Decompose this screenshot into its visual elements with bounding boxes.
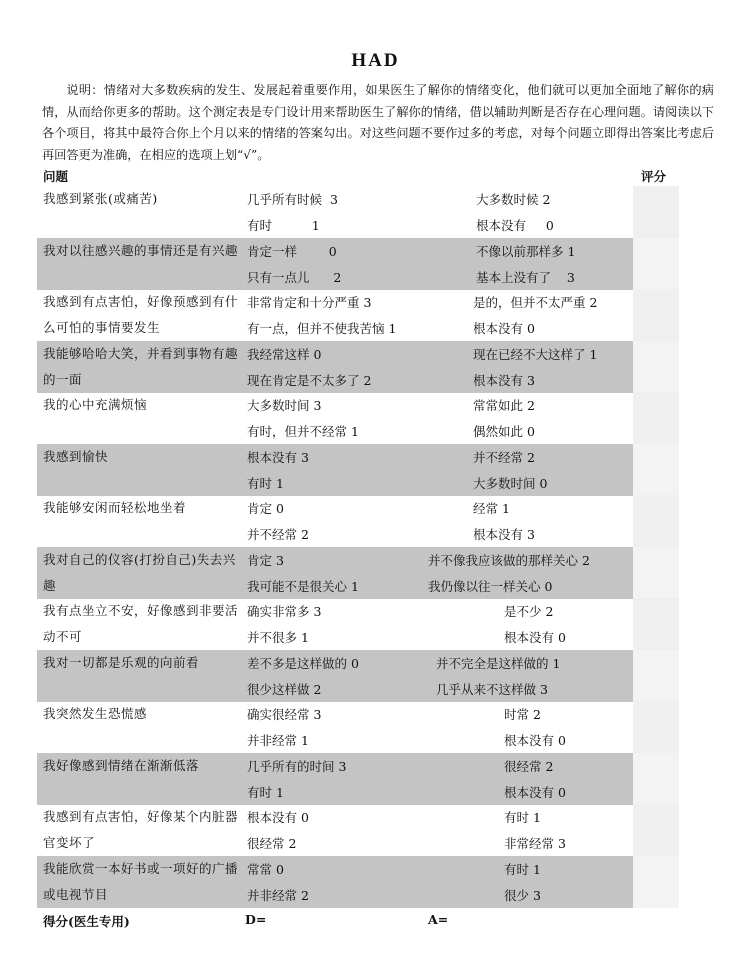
answer-option[interactable]: 有时 1 — [247, 218, 320, 233]
answer-option[interactable]: 是不少 2 — [504, 604, 554, 619]
answer-option[interactable]: 只有一点儿 2 — [247, 269, 342, 285]
answer-option[interactable]: 根本没有 3 — [473, 527, 535, 542]
question-row — [37, 392, 633, 444]
answer-option[interactable]: 现在肯定是不太多了 2 — [247, 372, 372, 388]
question-row — [37, 856, 633, 908]
answer-option[interactable]: 很少 3 — [504, 887, 541, 903]
answer-option[interactable]: 根本没有 0 — [473, 321, 535, 336]
instructions-paragraph: 说明：情绪对大多数疾病的发生、发展起着重要作用，如果医生了解你的情绪变化，他们就可以更加全面地了解你的病情，从而给你更多的帮助。这个测定表是专门设计用来帮助医生了解你的情绪，借以辅助判断是否存在心理问题。请阅读以下各个项目，将其中最符合你上个月以来的情绪的答案勾出。对这些问题不要作过多的考虑，对每个问题立即得出答案比考虑后再回答更为准确，在相应的选项上划“√”。 — [42, 83, 714, 162]
score-cell[interactable] — [633, 753, 679, 805]
answer-option[interactable]: 非常经常 3 — [504, 836, 566, 851]
answer-option[interactable]: 经常 1 — [473, 501, 510, 516]
score-cell[interactable] — [633, 804, 679, 856]
answer-option[interactable]: 我仍像以往一样关心 0 — [428, 578, 553, 594]
answer-option[interactable]: 有一点，但并不使我苦恼 1 — [247, 321, 397, 336]
depression-score-field[interactable]: D= — [245, 912, 267, 927]
answer-option[interactable]: 根本没有 0 — [504, 784, 566, 800]
answer-option[interactable]: 根本没有 0 — [504, 733, 566, 748]
question-row — [37, 598, 633, 650]
question-text: 我的心中充满烦恼 — [43, 397, 148, 412]
question-text: 我感到愉快 — [43, 448, 109, 464]
score-cell[interactable] — [633, 650, 679, 702]
question-text: 我对自己的仪容(打扮自己)失去兴趣 — [43, 551, 236, 593]
answer-option[interactable]: 并不很多 1 — [247, 630, 309, 645]
question-row — [37, 753, 633, 805]
question-column-header: 问题 — [43, 169, 69, 184]
score-cell[interactable] — [633, 547, 679, 599]
answer-option[interactable]: 根本没有 0 — [504, 630, 566, 645]
form-title: HAD — [351, 50, 400, 71]
answer-option[interactable]: 很经常 2 — [247, 836, 297, 851]
answer-option[interactable]: 有时 1 — [504, 810, 541, 825]
anxiety-score-field[interactable]: A= — [428, 912, 449, 927]
score-cell[interactable] — [633, 701, 679, 753]
answer-option[interactable]: 并不经常 2 — [473, 449, 535, 465]
answer-option[interactable]: 大多数时候 2 — [476, 192, 551, 207]
answer-option[interactable]: 很少这样做 2 — [247, 681, 322, 697]
answer-option[interactable]: 差不多是这样做的 0 — [247, 655, 359, 671]
question-text: 我对一切都是乐观的向前看 — [43, 654, 200, 670]
answer-option[interactable]: 大多数时间 3 — [247, 398, 322, 413]
score-cell[interactable] — [633, 341, 679, 393]
score-cell[interactable] — [633, 289, 679, 341]
answer-option[interactable]: 基本上没有了 3 — [476, 269, 575, 285]
answer-option[interactable]: 时常 2 — [504, 707, 541, 722]
answer-option[interactable]: 并非经常 2 — [247, 887, 309, 903]
question-row — [37, 238, 633, 290]
answer-option[interactable]: 确实很经常 3 — [247, 707, 322, 722]
question-row — [37, 804, 633, 856]
answer-option[interactable]: 根本没有 3 — [473, 372, 535, 388]
answer-option[interactable]: 并不完全是这样做的 1 — [436, 655, 561, 671]
score-column-header: 评分 — [641, 169, 667, 184]
answer-option[interactable]: 常常 0 — [247, 861, 284, 877]
question-row — [37, 341, 633, 393]
score-cell[interactable] — [633, 238, 679, 290]
answer-option[interactable]: 肯定 3 — [247, 552, 284, 568]
answer-option[interactable]: 确实非常多 3 — [247, 604, 322, 619]
answer-option[interactable]: 我经常这样 0 — [247, 346, 322, 362]
answer-option[interactable]: 不像以前那样多 1 — [476, 243, 576, 259]
question-row — [37, 186, 633, 238]
question-text: 我感到有点害怕，好像预感到有什么可怕的事情要发生 — [43, 294, 239, 335]
score-cell[interactable] — [633, 856, 679, 908]
answer-option[interactable]: 常常如此 2 — [473, 398, 535, 413]
answer-option[interactable]: 有时 1 — [247, 784, 284, 800]
answer-option[interactable]: 肯定 0 — [247, 501, 284, 516]
answer-option[interactable]: 并不经常 2 — [247, 527, 309, 542]
answer-option[interactable]: 很经常 2 — [504, 758, 554, 774]
answer-option[interactable]: 并非经常 1 — [247, 733, 309, 748]
score-cell[interactable] — [633, 186, 679, 238]
score-cell[interactable] — [633, 495, 679, 547]
question-text: 我对以往感兴趣的事情还是有兴趣 — [43, 242, 239, 258]
question-row — [37, 547, 633, 599]
question-row — [37, 701, 633, 753]
question-row — [37, 444, 633, 496]
question-text: 我能欣赏一本好书或一项好的广播或电视节目 — [43, 860, 239, 902]
score-cell[interactable] — [633, 444, 679, 496]
score-cell[interactable] — [633, 598, 679, 650]
score-cell[interactable] — [633, 392, 679, 444]
answer-option[interactable]: 现在已经不大这样了 1 — [473, 346, 598, 362]
question-text: 我感到紧张(或痛苦) — [43, 191, 158, 206]
answer-option[interactable]: 有时 1 — [504, 861, 541, 877]
answer-option[interactable]: 几乎所有的时间 3 — [247, 758, 347, 774]
question-text: 我感到有点害怕，好像某个内脏器官变坏了 — [43, 809, 239, 850]
answer-option[interactable]: 是的，但并不太严重 2 — [473, 295, 598, 310]
score-label: 得分(医生专用) — [43, 914, 130, 929]
answer-option[interactable]: 根本没有 3 — [247, 449, 309, 465]
question-text: 我突然发生恐慌感 — [43, 706, 148, 721]
answer-option[interactable]: 并不像我应该做的那样关心 2 — [428, 552, 590, 568]
answer-option[interactable]: 根本没有 0 — [247, 810, 309, 825]
question-row — [37, 650, 633, 702]
question-text: 我能够哈哈大笑，并看到事物有趣的一面 — [43, 345, 239, 387]
answer-option[interactable]: 根本没有 0 — [476, 218, 554, 233]
answer-option[interactable]: 几乎所有时候 3 — [247, 192, 338, 207]
answer-option[interactable]: 有时 1 — [247, 475, 284, 491]
answer-option[interactable]: 肯定一样 0 — [247, 243, 337, 259]
question-text: 我好像感到情绪在渐渐低落 — [43, 757, 200, 773]
answer-option[interactable]: 大多数时间 0 — [473, 475, 548, 491]
question-row — [37, 495, 633, 547]
question-text: 我有点坐立不安，好像感到非要活动不可 — [43, 603, 239, 644]
question-row — [37, 289, 633, 341]
answer-option[interactable]: 有时，但并不经常 1 — [247, 424, 359, 439]
question-text: 我能够安闲而轻松地坐着 — [43, 500, 187, 515]
answer-option[interactable]: 我可能不是很关心 1 — [247, 578, 359, 594]
answer-option[interactable]: 非常肯定和十分严重 3 — [247, 295, 372, 310]
answer-option[interactable]: 几乎从来不这样做 3 — [436, 681, 548, 697]
answer-option[interactable]: 偶然如此 0 — [473, 424, 535, 439]
